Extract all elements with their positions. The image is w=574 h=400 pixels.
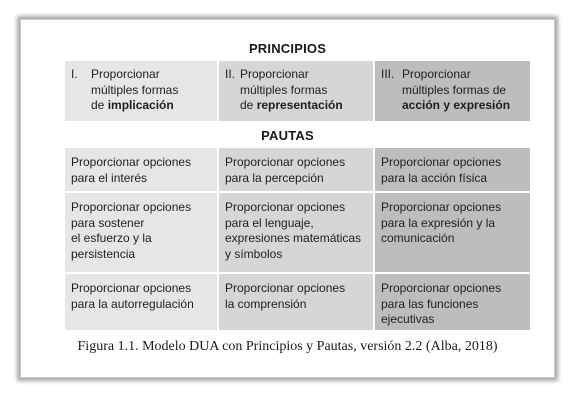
guideline-cell (375, 193, 530, 272)
guidelines-heading: PAUTAS (261, 128, 314, 143)
principle-line: múltiples formas (240, 82, 328, 97)
principles-heading: PRINCIPIOS (248, 41, 327, 56)
principle-text (240, 67, 343, 114)
principle-line: Proporcionar (240, 67, 309, 81)
figure-caption: Figura 1.1. Modelo DUA con Principios y Pautas, versión 2.2 (Alba, 2018) (77, 339, 498, 354)
guideline-line: y símbolos (225, 246, 283, 261)
principle-text (91, 67, 178, 114)
guideline-line: para la autorregulación (71, 296, 194, 311)
principle-number: I. (71, 67, 78, 81)
guideline-line: persistencia (71, 246, 136, 261)
guideline-line: expresiones matemáticas (225, 231, 362, 245)
principle-keyword: representación (256, 98, 343, 112)
guideline-line: el esfuerzo y la (71, 231, 152, 245)
guideline-line: ejecutivas (381, 312, 435, 326)
guideline-line: Proporcionar opciones (225, 155, 346, 169)
figure-frame (20, 19, 555, 378)
guideline-line: para el lenguaje, (225, 215, 314, 230)
guideline-cell (375, 148, 530, 191)
principle-line: Proporcionar (91, 67, 160, 81)
guideline-line: comunicación (381, 231, 455, 245)
guideline-line: Proporcionar opciones (225, 281, 346, 295)
guideline-line: para el interés (71, 170, 148, 185)
guideline-cell (219, 148, 373, 191)
guideline-cell (65, 274, 217, 330)
guideline-line: Proporcionar opciones (225, 200, 346, 214)
principle-line-prefix: de (91, 98, 108, 112)
guideline-line: Proporcionar opciones (381, 200, 502, 214)
guideline-line: la comprensión (225, 296, 307, 311)
principle-representacion (219, 61, 373, 121)
principle-line (240, 98, 343, 114)
guideline-cell (65, 193, 217, 272)
principle-line: Proporcionar (402, 67, 471, 81)
guideline-cell (219, 274, 373, 330)
principle-keyword: implicación (107, 98, 174, 112)
guideline-cell (65, 148, 217, 191)
guideline-line: Proporcionar opciones (71, 155, 192, 169)
principle-keyword: acción y expresión (402, 98, 511, 112)
guideline-line: Proporcionar opciones (71, 281, 192, 295)
principle-number: III. (381, 67, 395, 81)
guideline-line: para sostener (71, 215, 145, 230)
principle-line: múltiples formas (91, 82, 179, 97)
principle-line (91, 98, 178, 114)
guideline-line: para la expresión y la (381, 215, 496, 230)
principle-number: II. (225, 67, 236, 81)
guideline-line: para las funciones (381, 296, 479, 311)
guideline-line: Proporcionar opciones (381, 155, 502, 169)
guideline-line: Proporcionar opciones (71, 200, 192, 214)
principle-line-prefix: de (240, 98, 257, 112)
guideline-line: Proporcionar opciones (381, 281, 502, 295)
principle-accion-expresion (375, 61, 530, 121)
guideline-cell (219, 193, 373, 272)
principle-line (402, 98, 510, 114)
guideline-cell (375, 274, 530, 330)
guideline-line: para la acción física (381, 170, 488, 185)
principle-text (402, 67, 510, 114)
principle-implicacion (65, 61, 217, 121)
guideline-line: para la percepción (225, 170, 324, 185)
principle-line: múltiples formas de (402, 82, 507, 97)
